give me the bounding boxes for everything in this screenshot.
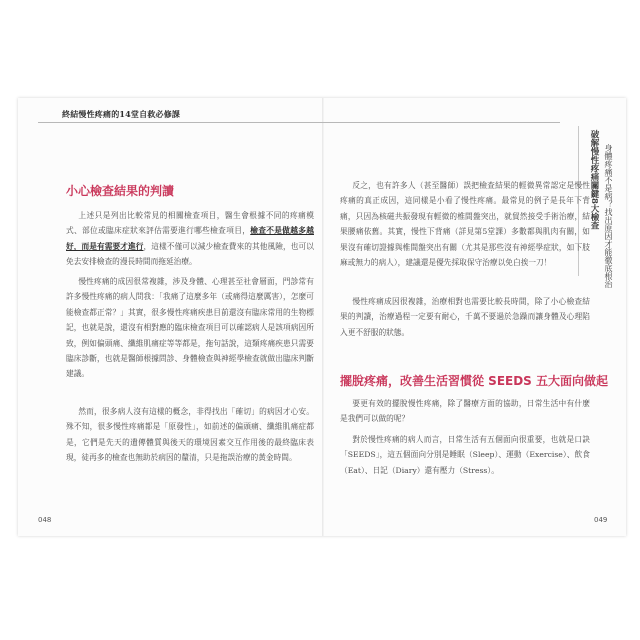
left-paragraph-1-after: ，這樣不僅可以減少檢查費來的其他風險，也可以免去安排檢查的漫長時間而拖延治療。 [66, 241, 314, 267]
right-paragraph-4: 對於慢性疼痛的病人而言，日常生活有五個面向很重要，也就是口訣「SEEDS」，這五個面向分別是睡眠（Sleep）、運動（Exercise）、飲食（Eat）、日記（Diary）還有壓力（Stress）。 [340, 435, 590, 475]
left-section-heading: 小心檢查結果的判讀 [66, 184, 175, 198]
right-section-heading: 擺脫疼痛，改善生活習慣從 SEEDS 五大面向做起 [340, 374, 608, 388]
side-tab-title: 破解慢性疼痛關鍵8大檢查 [589, 130, 599, 230]
right-page-number: 049 [594, 516, 608, 524]
side-tab-subtitle: 身體疼痛不是病？找出原因才能徹底根治 [604, 144, 613, 288]
right-paragraph-3: 要更有效的擺脫慢性疼痛，除了醫療方面的協助，日常生活中有什麼是我們可以做的呢？ [340, 399, 590, 424]
left-paragraph-1 [66, 208, 314, 270]
right-paragraph-1: 反之，也有許多人（甚至醫師）誤把檢查結果的輕微異常認定是慢性疼痛的真正成因，這同樣是小看了慢性疼痛。最常見的例子是長年下背痛，只因為核磁共振發現有輕微的椎間盤突出，就貿然接受手術治療，結果腰痛依舊。其實，慢性下背痛（詳見第5堂課）多數都與肌肉有關，如果沒有確切證據與椎間盤突出有關（尤其是那些沒有神經學症狀，如下肢麻或無力的病人），建議還是優先採取保守治療以免白挨一刀！ [340, 181, 590, 268]
left-page-number: 048 [38, 516, 52, 524]
running-header-title: 終結慢性疼痛的14堂自救必修課 [62, 109, 181, 119]
left-paragraph-2: 慢性疼痛的成因很常複雜，涉及身體、心理甚至社會層面，門診常有許多慢性疼痛的病人問我：「我痛了這麼多年（或痛得這麼厲害），怎麼可能檢查都正常？」其實，很多慢性疼痛疾患目前還沒有臨床常用的生物標記，也就是說，還沒有相對應的臨床檢查項目可以確認病人是該項病因所致，例如偏頭痛、纖維肌痛症等等都是，拖句話說，這類疼痛疾患只需要臨床診斷，也就是醫師根據問診、身體檢查與神經學檢查就做出臨床判斷建議。 [66, 277, 314, 379]
book-spread [18, 98, 626, 536]
header-rule [38, 122, 560, 123]
left-paragraph-1-emphasis: 檢查不是做越多越好，而是有需要才進行 [66, 226, 314, 251]
book-gutter [322, 98, 324, 536]
left-paragraph-1-before: 上述只是列出比較常見的相關檢查項目，醫生會根據不同的疼痛模式、部位或臨床症狀來評估需要進行哪些檢查項目， [66, 211, 314, 236]
left-paragraph-3: 然而，很多病人沒有這樣的概念，非得找出「確切」的病因才心安。殊不知，很多慢性疼痛都是「原發性」，如前述的偏頭痛、纖維肌痛症都是，它們是先天的遺傳體質與後天的環境因素交互作用後的最終臨床表現，徒再多的檢查也無助於病因的釐清，只是拖誤治療的黃金時間。 [66, 407, 314, 463]
right-paragraph-2: 慢性疼痛成因很複雜，治療相對也需要比較長時間，除了小心檢查結果的判讀，治療過程一定要有耐心，千萬不要過於急躁而讓身體及心理陷入更不舒服的狀態。 [340, 297, 590, 337]
